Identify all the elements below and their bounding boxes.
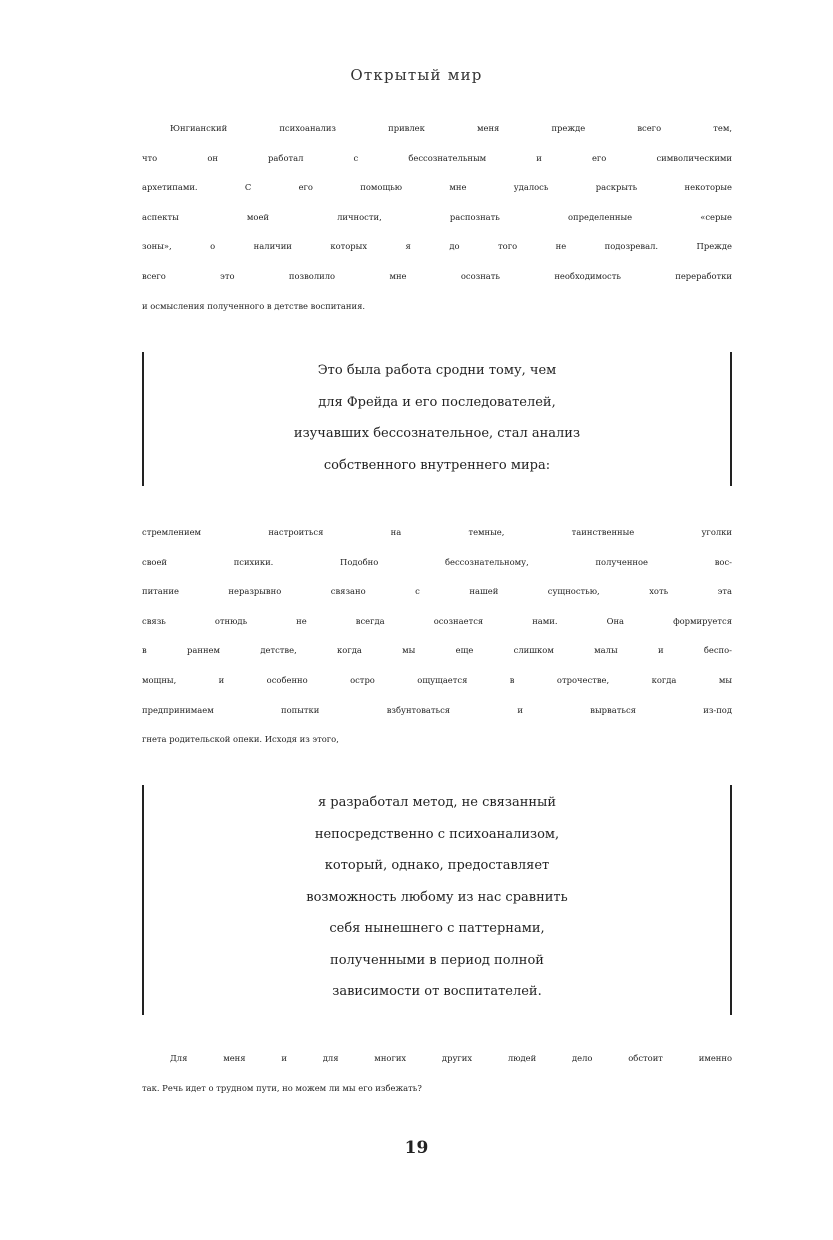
text-line: питание неразрывно связано с нашей сущностью, хоть эта bbox=[142, 586, 732, 597]
text-line: предпринимаем попытки взбунтоваться и вырваться из-под bbox=[142, 704, 732, 715]
text-line: что он работал с бессознательным и его символическими bbox=[142, 152, 732, 163]
text-line: мощны, и особенно остро ощущается в отрочестве, когда мы bbox=[142, 674, 732, 685]
quote-line: полученными в период полной bbox=[330, 952, 544, 968]
paragraph-1 bbox=[142, 114, 732, 321]
quote-line: возможность любому из нас сравнить bbox=[306, 889, 568, 905]
text-line: аспекты моей личности, распознать определенные «серые bbox=[142, 211, 732, 222]
text-line: стремлением настроиться на темные, таинственные уголки bbox=[142, 527, 732, 537]
paragraph-2 bbox=[142, 518, 732, 755]
quote-line: изучавших бессознательное, стал анализ bbox=[293, 426, 581, 441]
text-line: Для меня и для многих других людей дело обстоит именно bbox=[170, 1053, 732, 1063]
text-line: всего это позволило мне осознать необходимость переработки bbox=[142, 270, 732, 281]
text-line: гнета родительской опеки. Исходя из этого, bbox=[142, 734, 339, 745]
quote-line: собственного внутреннего мира: bbox=[323, 457, 551, 473]
text-line: так. Речь идет о трудном пути, но можем ли мы его избежать? bbox=[142, 1082, 422, 1093]
quote-line: Это была работа сродни тому, чем bbox=[317, 363, 557, 378]
pull-quote-1 bbox=[142, 352, 732, 486]
running-title: Открытый мир bbox=[350, 66, 483, 84]
text-line: Юнгианский психоанализ привлек меня прежде всего тем, bbox=[170, 123, 732, 133]
text-line: архетипами. С его помощью мне удалось раскрыть некоторые bbox=[142, 182, 732, 193]
page-number: 19 bbox=[404, 1138, 429, 1158]
text-line: своей психики. Подобно бессознательному, полученное вос- bbox=[142, 556, 732, 567]
paragraph-3 bbox=[142, 1044, 732, 1103]
quote-line: себя нынешнего с паттернами, bbox=[329, 921, 545, 936]
quote-line: я разработал метод, не связанный bbox=[317, 795, 557, 810]
text-line: и осмысления полученного в детстве воспитания. bbox=[142, 300, 366, 311]
quote-line: который, однако, предоставляет bbox=[324, 858, 550, 873]
text-line: связь отнюдь не всегда осознается нами. Она формируется bbox=[142, 615, 732, 626]
quote-line: зависимости от воспитателей. bbox=[332, 984, 542, 999]
quote-line: для Фрейда и его последователей, bbox=[318, 394, 556, 410]
text-line: зоны», о наличии которых я до того не подозревал. Прежде bbox=[142, 241, 732, 252]
pull-quote-2 bbox=[142, 785, 732, 1015]
quote-line: непосредственно с психоанализом, bbox=[314, 826, 560, 842]
text-line: в раннем детстве, когда мы еще слишком малы и беспо- bbox=[142, 645, 732, 656]
